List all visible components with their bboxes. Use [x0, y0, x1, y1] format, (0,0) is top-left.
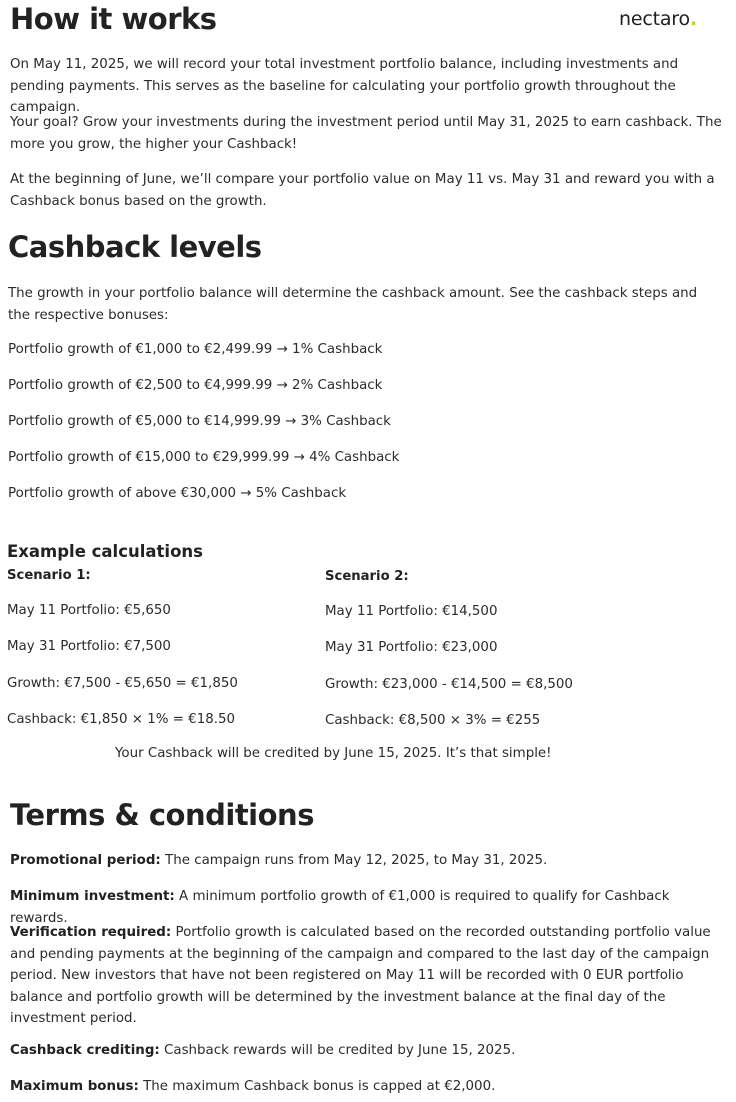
- terms-item-text: The maximum Cashback bonus is capped at €2,000.: [138, 1079, 496, 1094]
- terms-item-verification: [10, 922, 722, 1030]
- terms-item-maximum-bonus: [10, 1076, 722, 1098]
- cashback-level-1: Portfolio growth of €1,000 to €2,499.99 → 1% Cashback: [8, 342, 383, 357]
- terms-item-label: Verification required:: [10, 925, 172, 940]
- how-it-works-paragraph-3: At the beginning of June, we’ll compare your portfolio value on May 11 vs. May 31 and reward you with a Cashback bonus based on the growth.: [10, 172, 715, 209]
- how-it-works-paragraph-2: Your goal? Grow your investments during the investment period until May 31, 2025 to earn cashback. The more you grow, the higher your Cashback!: [10, 115, 722, 152]
- cashback-levels-heading: Cashback levels: [8, 230, 262, 264]
- scenario-2-line-3: Growth: €23,000 - €14,500 = €8,500: [325, 677, 573, 692]
- terms-item-promotional-period: [10, 850, 722, 872]
- terms-item-text: A minimum portfolio growth of €1,000 is required to qualify for Cashback rewards.: [10, 889, 670, 926]
- scenario-1-line-2: May 31 Portfolio: €7,500: [7, 639, 171, 654]
- terms-item-label: Promotional period:: [10, 853, 161, 868]
- scenario-1-line-1: May 11 Portfolio: €5,650: [7, 603, 171, 618]
- cashback-level-2: Portfolio growth of €2,500 to €4,999.99 → 2% Cashback: [8, 378, 383, 393]
- scenario-2-title: Scenario 2:: [325, 569, 409, 584]
- logo-text: nectaro: [619, 8, 690, 30]
- terms-item-text: The campaign runs from May 12, 2025, to May 31, 2025.: [160, 853, 548, 868]
- terms-item-label: Cashback crediting:: [10, 1043, 160, 1058]
- scenario-2-line-4: Cashback: €8,500 × 3% = €255: [325, 713, 541, 728]
- cashback-level-4: Portfolio growth of €15,000 to €29,999.99 → 4% Cashback: [8, 450, 400, 465]
- terms-item-text: Portfolio growth is calculated based on the recorded outstanding portfolio value and pending payments at the beginning of the campaign and compared to the last day of the campaign period. New investors that have not been registered on May 11 will be recorded with 0 EUR portfolio balance and portfolio growth will be determined by the investment balance at the final day of the investment period.: [10, 925, 711, 1026]
- scenario-2-line-2: May 31 Portfolio: €23,000: [325, 640, 498, 655]
- terms-item-cashback-crediting: [10, 1040, 722, 1062]
- logo-dot: .: [689, 8, 697, 30]
- how-it-works-paragraph-1: On May 11, 2025, we will record your total investment portfolio balance, including investments and pending payments. This serves as the baseline for calculating your portfolio growth throughout the campaign.: [10, 57, 679, 115]
- credit-note: Your Cashback will be credited by June 15, 2025. It’s that simple!: [115, 746, 552, 761]
- cashback-level-5: Portfolio growth of above €30,000 → 5% Cashback: [8, 486, 347, 501]
- nectaro-logo: [619, 8, 697, 30]
- how-it-works-heading: How it works: [10, 2, 217, 36]
- cashback-levels-intro: The growth in your portfolio balance will determine the cashback amount. See the cashback steps and the respective bonuses:: [8, 286, 698, 323]
- terms-item-label: Maximum bonus:: [10, 1079, 139, 1094]
- scenario-1-title: Scenario 1:: [7, 568, 91, 583]
- terms-item-label: Minimum investment:: [10, 889, 175, 904]
- scenario-2-line-1: May 11 Portfolio: €14,500: [325, 604, 498, 619]
- terms-heading: Terms & conditions: [10, 798, 314, 832]
- terms-item-text: Cashback rewards will be credited by June 15, 2025.: [159, 1043, 516, 1058]
- cashback-level-3: Portfolio growth of €5,000 to €14,999.99 → 3% Cashback: [8, 414, 391, 429]
- scenario-1-line-3: Growth: €7,500 - €5,650 = €1,850: [7, 676, 238, 691]
- scenario-1-line-4: Cashback: €1,850 × 1% = €18.50: [7, 712, 236, 727]
- example-calculations-heading: Example calculations: [7, 542, 203, 561]
